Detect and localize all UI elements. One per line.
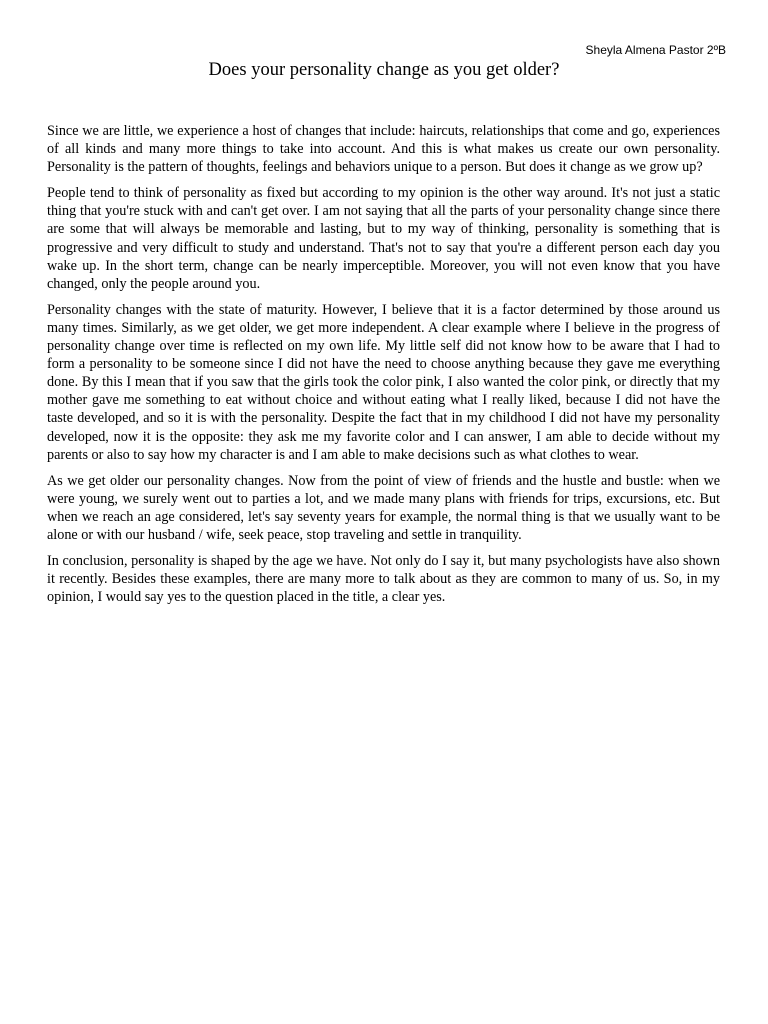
- author-label: Sheyla Almena Pastor 2ºB: [585, 43, 726, 57]
- document-title: Does your personality change as you get older?: [208, 60, 560, 80]
- paragraph-1: Since we are little, we experience a host of changes that include: haircuts, relationships that come and go, experiences of all kinds and many more things to take into account. And this is what makes us create our own personality. Personality is the pattern of thoughts, feelings and behaviors unique to a person. But does it change as we grow up?: [47, 123, 720, 176]
- paragraph-5: In conclusion, personality is shaped by the age we have. Not only do I say it, but many psychologists have also shown it recently. Besides these examples, there are many more to talk about as they are common to many of us. So, in my opinion, I would say yes to the question placed in the title, a clear yes.: [47, 553, 720, 606]
- paragraph-3: Personality changes with the state of maturity. However, I believe that it is a factor determined by those around us many times. Similarly, as we get older, we get more independent. A clear example where I believe in the progress of personality change over time is reflected on my own life. My little self did not know how to be aware that I had to form a personality to be someone since I did not have the need to choose anything because they gave me everything done. By this I mean that if you saw that the girls took the color pink, I also wanted the color pink, or directly that my mother gave me something to eat without choice and without eating what I really liked, because I did not have the taste developed, and so it is with the personality. Despite the fact that in my childhood I did not have my personality developed, now it is the opposite: they ask me my favorite color and I can answer, I am able to decide without my parents or also to say how my character is and I am able to make decisions such as what clothes to wear.: [47, 301, 720, 463]
- paragraph-4: As we get older our personality changes. Now from the point of view of friends and the hustle and bustle: when we were young, we surely went out to parties a lot, and we made many plans with friends for trips, excursions, etc. But when we reach an age considered, let's say seventy years for example, the normal thing is that we usually want to be alone or with our husband / wife, seek peace, stop traveling and settle in tranquility.: [47, 472, 720, 543]
- document-body: [47, 122, 720, 614]
- paragraph-2: People tend to think of personality as fixed but according to my opinion is the other way around. It's not just a static thing that you're stuck with and can't get over. I am not saying that all the parts of your personality change since there are some that will always be memorable and lasting, but to my way of thinking, personality is something that is progressive and very difficult to study and understand. That's not to say that you're a different person each day you wake up. In the short term, change can be nearly imperceptible. Moreover, you will not even know that you have changed, only the people around you.: [47, 185, 720, 292]
